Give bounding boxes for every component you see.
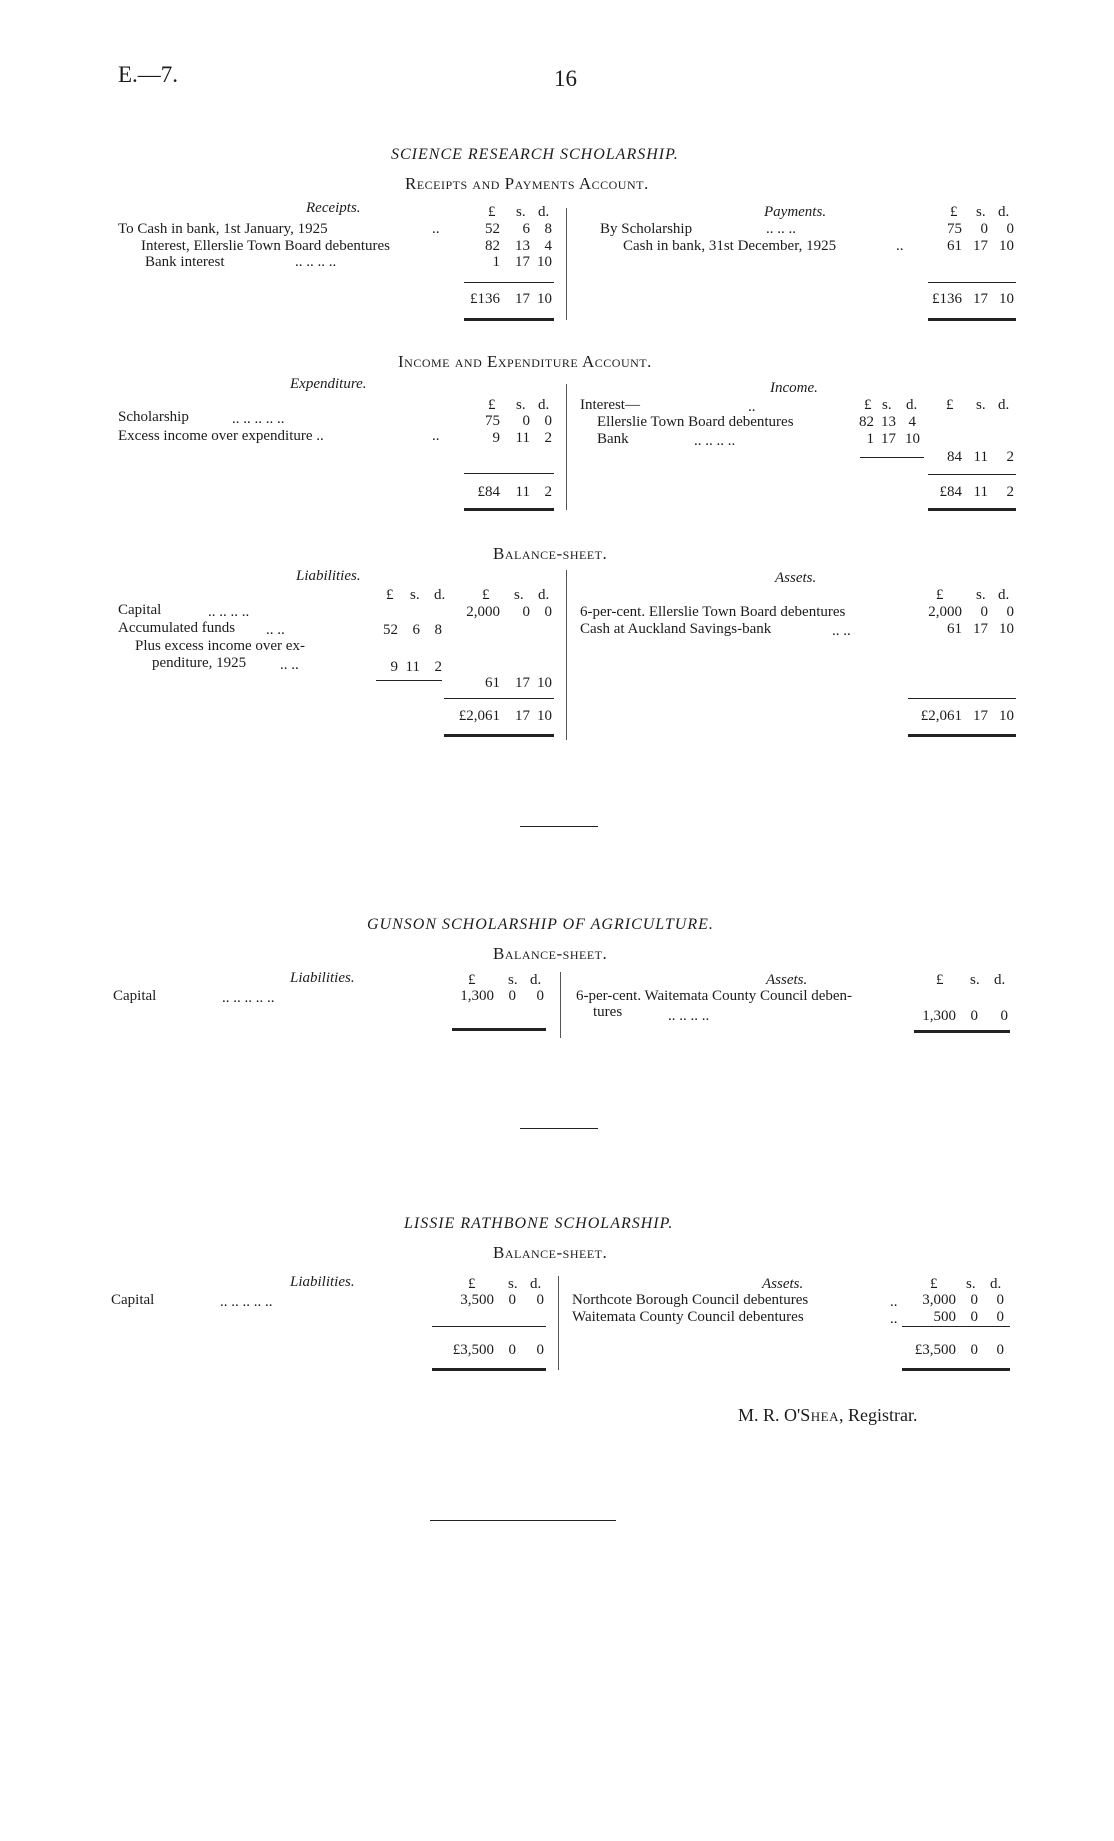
- liability-dots: .. ..: [266, 622, 285, 638]
- income-subtotal-rule: [860, 457, 924, 458]
- lissie-liabilities-total-shillings: 0: [508, 1342, 516, 1358]
- bs-col-shillings: s.: [514, 587, 524, 603]
- gunson-assets-double-rule: [914, 1030, 1010, 1033]
- receipt-pence: 4: [544, 238, 552, 254]
- income-pence: 4: [908, 414, 916, 430]
- rp-col-shillings: s.: [516, 204, 526, 220]
- assets-heading: Assets.: [775, 570, 817, 586]
- ie-total-col-pence: d.: [998, 397, 1010, 413]
- income-interest-dots: ..: [748, 399, 756, 415]
- asset-label: Cash at Auckland Savings-bank: [580, 621, 772, 637]
- liabilities-heading: Liabilities.: [296, 568, 361, 584]
- receipts-total-pence: 10: [537, 291, 552, 307]
- plus-excess-pence: 2: [434, 659, 442, 675]
- gunson-col-shillings: s.: [508, 972, 518, 988]
- lissie-assets-total-pence: 0: [996, 1342, 1004, 1358]
- lissie-col-pounds: £: [468, 1276, 476, 1292]
- lissie-capital-dots: .. .. .. .. ..: [220, 1294, 273, 1310]
- assets-total-shillings: 17: [973, 708, 988, 724]
- ie-total-col-shillings: s.: [976, 397, 986, 413]
- asset-pence: 0: [1006, 604, 1014, 620]
- receipts-total-shillings: 17: [515, 291, 530, 307]
- receipts-total-pounds: £136: [470, 291, 500, 307]
- asset-shillings: 17: [973, 621, 988, 637]
- payment-pence: 0: [1006, 221, 1014, 237]
- page-reference: E.—7.: [118, 62, 179, 87]
- receipt-label: Bank interest: [145, 254, 225, 270]
- lissie-col-shillings: s.: [508, 1276, 518, 1292]
- ie-col-shillings: s.: [516, 397, 526, 413]
- lissie-capital-label: Capital: [111, 1292, 155, 1308]
- bs-inner-col-pence: d.: [434, 587, 446, 603]
- rp-col-pounds: £: [488, 204, 496, 220]
- lissie-assets-total-rule: [902, 1326, 1010, 1327]
- gunson-asset-pence: 0: [1000, 1008, 1008, 1024]
- income-double-rule: [928, 508, 1016, 511]
- payments-total-rule: [928, 282, 1016, 283]
- lissie-asset-pounds: 500: [933, 1309, 956, 1325]
- lissie-liabilities-total-rule: [432, 1326, 546, 1327]
- bs-inner-col-pounds: £: [386, 587, 394, 603]
- lissie-asset-label: Waitemata County Council debentures: [572, 1309, 804, 1325]
- payments-total-shillings: 17: [973, 291, 988, 307]
- registrar-initials: M. R. O': [738, 1405, 801, 1425]
- plus-excess-pounds: 9: [390, 659, 398, 675]
- lissie-assets-total-shillings: 0: [970, 1342, 978, 1358]
- liability-label: Capital: [118, 602, 162, 618]
- accum-total-shillings: 17: [515, 675, 530, 691]
- payments-heading: Payments.: [764, 204, 827, 220]
- bs-col-pounds: £: [482, 587, 490, 603]
- section-title-lissie: LISSIE RATHBONE SCHOLARSHIP.: [404, 1215, 674, 1232]
- liability-dots: .. .. .. ..: [208, 604, 250, 620]
- ie-income-col-pounds: £: [864, 397, 872, 413]
- income-shillings: 17: [881, 431, 896, 447]
- income-sum-pence: 2: [1006, 449, 1014, 465]
- accum-total-pence: 10: [537, 675, 552, 691]
- section-title-science: SCIENCE RESEARCH SCHOLARSHIP.: [391, 146, 679, 163]
- payment-dots: .. .. ..: [766, 221, 796, 237]
- gunson-assets-heading: Assets.: [766, 972, 808, 988]
- plus-excess-shillings: 11: [405, 659, 420, 675]
- income-heading: Income.: [770, 380, 818, 396]
- receipt-label: To Cash in bank, 1st January, 1925: [118, 221, 328, 237]
- gunson-capital-shillings: 0: [508, 988, 516, 1004]
- receipt-label: Interest, Ellerslie Town Board debentures: [141, 238, 391, 254]
- asset-pence: 10: [999, 621, 1014, 637]
- bs-col-pence: d.: [538, 587, 550, 603]
- expenditure-double-rule: [464, 508, 554, 511]
- plus-excess-line1: Plus excess income over ex-: [135, 638, 305, 654]
- gunson-asset-line1: 6-per-cent. Waitemata County Council deben-: [576, 988, 853, 1004]
- payments-double-rule: [928, 318, 1016, 321]
- liability-inner-shillings: 6: [412, 622, 420, 638]
- income-shillings: 13: [881, 414, 896, 430]
- receipt-shillings: 6: [522, 221, 530, 237]
- expenditure-dots: ..: [432, 428, 440, 444]
- income-total-pence: 2: [1006, 484, 1014, 500]
- lissie-asset-dots: ..: [890, 1311, 898, 1327]
- gunson-liabilities-heading: Liabilities.: [290, 970, 355, 986]
- plus-excess-dots: .. ..: [280, 657, 299, 673]
- lissie-capital-pounds: 3,500: [460, 1292, 494, 1308]
- science-bs-title: Balance-sheet.: [493, 544, 608, 563]
- receipts-total-rule: [464, 282, 554, 283]
- liability-label: Accumulated funds: [118, 620, 236, 636]
- section-divider: [520, 1128, 598, 1129]
- gunson-bs-title: Balance-sheet.: [493, 944, 608, 963]
- rp-col-shillings: s.: [976, 204, 986, 220]
- payment-label: By Scholarship: [600, 221, 693, 237]
- gunson-divider: [560, 972, 561, 1038]
- rp-col-pounds: £: [950, 204, 958, 220]
- assets-double-rule: [908, 734, 1016, 737]
- assets-col-pounds: £: [936, 587, 944, 603]
- asset-dots: .. ..: [832, 623, 851, 639]
- expenditure-pence: 2: [544, 430, 552, 446]
- expenditure-total-pence: 2: [544, 484, 552, 500]
- receipts-heading: Receipts.: [306, 200, 361, 216]
- payment-pounds: 61: [947, 238, 962, 254]
- ie-divider: [566, 384, 567, 510]
- income-pounds: 1: [866, 431, 874, 447]
- lissie-assets-double-rule: [902, 1368, 1010, 1371]
- gunson-assets-col-pence: d.: [994, 972, 1006, 988]
- expenditure-total-pounds: £84: [477, 484, 500, 500]
- liability-pence: 0: [544, 604, 552, 620]
- receipt-dots: .. .. .. ..: [295, 254, 337, 270]
- ie-income-col-shillings: s.: [882, 397, 892, 413]
- lissie-liabilities-total-pounds: £3,500: [452, 1342, 494, 1358]
- gunson-col-pounds: £: [468, 972, 476, 988]
- income-sum-shillings: 11: [973, 449, 988, 465]
- lissie-divider: [558, 1276, 559, 1370]
- payments-total-pence: 10: [999, 291, 1014, 307]
- lissie-liabilities-double-rule: [432, 1368, 546, 1371]
- rp-account-title: Receipts and Payments Account.: [405, 174, 649, 193]
- liabilities-double-rule: [444, 734, 554, 737]
- liability-inner-pounds: 52: [383, 622, 398, 638]
- lissie-assets-col-shillings: s.: [966, 1276, 976, 1292]
- assets-total-pounds: £2,061: [920, 708, 962, 724]
- expenditure-heading: Expenditure.: [290, 376, 367, 392]
- payment-pounds: 75: [947, 221, 962, 237]
- rp-col-pence: d.: [998, 204, 1010, 220]
- assets-col-shillings: s.: [976, 587, 986, 603]
- ie-col-pounds: £: [488, 397, 496, 413]
- assets-total-rule: [908, 698, 1016, 699]
- bs-inner-col-shillings: s.: [410, 587, 420, 603]
- expenditure-pounds: 9: [492, 430, 500, 446]
- gunson-col-pence: d.: [530, 972, 542, 988]
- gunson-asset-shillings: 0: [970, 1008, 978, 1024]
- assets-total-pence: 10: [999, 708, 1014, 724]
- lissie-asset-shillings: 0: [970, 1309, 978, 1325]
- income-total-pounds: £84: [939, 484, 962, 500]
- payment-label: Cash in bank, 31st December, 1925: [623, 238, 837, 254]
- asset-label: 6-per-cent. Ellerslie Town Board debentures: [580, 604, 846, 620]
- lissie-col-pence: d.: [530, 1276, 542, 1292]
- accum-total-pounds: 61: [485, 675, 500, 691]
- liability-inner-pence: 8: [434, 622, 442, 638]
- income-label: Bank: [597, 431, 629, 447]
- lissie-liabilities-total-pence: 0: [536, 1342, 544, 1358]
- receipt-pounds: 82: [485, 238, 500, 254]
- gunson-capital-dots: .. .. .. .. ..: [222, 990, 275, 1006]
- expenditure-label: Scholarship: [118, 409, 189, 425]
- payment-pence: 10: [999, 238, 1014, 254]
- liabilities-total-pounds: £2,061: [458, 708, 500, 724]
- lissie-asset-pence: 0: [996, 1309, 1004, 1325]
- lissie-asset-pounds: 3,000: [922, 1292, 956, 1308]
- gunson-capital-pounds: 1,300: [460, 988, 494, 1004]
- lissie-asset-dots: ..: [890, 1294, 898, 1310]
- lissie-asset-pence: 0: [996, 1292, 1004, 1308]
- section-title-gunson: GUNSON SCHOLARSHIP OF AGRICULTURE.: [367, 916, 714, 933]
- registrar-signature: [738, 1405, 918, 1426]
- plus-excess-line2: penditure, 1925: [152, 655, 247, 671]
- page-end-rule: [430, 1520, 616, 1521]
- registrar-name: Shea: [800, 1405, 839, 1425]
- rp-divider: [566, 208, 567, 320]
- payment-shillings: 17: [973, 238, 988, 254]
- lissie-asset-shillings: 0: [970, 1292, 978, 1308]
- lissie-capital-shillings: 0: [508, 1292, 516, 1308]
- expenditure-dots: .. .. .. .. ..: [232, 411, 285, 427]
- receipt-pounds: 52: [485, 221, 500, 237]
- ie-total-col-pounds: £: [946, 397, 954, 413]
- ie-account-title: Income and Expenditure Account.: [398, 352, 652, 371]
- expenditure-total-rule: [464, 473, 554, 474]
- lissie-assets-col-pence: d.: [990, 1276, 1002, 1292]
- liability-shillings: 0: [522, 604, 530, 620]
- liabilities-total-pence: 10: [537, 708, 552, 724]
- page-number: 16: [554, 66, 577, 91]
- receipt-pence: 8: [544, 221, 552, 237]
- accum-subtotal-rule: [376, 680, 442, 681]
- gunson-liabilities-double-rule: [452, 1028, 546, 1031]
- science-bs-divider: [566, 570, 567, 740]
- receipt-pounds: 1: [492, 254, 500, 270]
- income-total-shillings: 11: [973, 484, 988, 500]
- payment-shillings: 0: [980, 221, 988, 237]
- ie-income-col-pence: d.: [906, 397, 918, 413]
- expenditure-pence: 0: [544, 413, 552, 429]
- asset-pounds: 2,000: [928, 604, 962, 620]
- payments-total-pounds: £136: [932, 291, 962, 307]
- income-interest-label: Interest—: [580, 397, 640, 413]
- income-label: Ellerslie Town Board debentures: [597, 414, 794, 430]
- receipt-shillings: 17: [515, 254, 530, 270]
- gunson-asset-line2: tures: [593, 1004, 623, 1020]
- section-divider: [520, 826, 598, 827]
- rp-col-pence: d.: [538, 204, 550, 220]
- lissie-liabilities-heading: Liabilities.: [290, 1274, 355, 1290]
- receipt-dots: ..: [432, 221, 440, 237]
- asset-pounds: 61: [947, 621, 962, 637]
- registrar-role: , Registrar.: [839, 1405, 918, 1425]
- lissie-assets-total-pounds: £3,500: [914, 1342, 956, 1358]
- expenditure-label: Excess income over expenditure ..: [118, 428, 324, 444]
- income-total-rule: [928, 474, 1016, 475]
- gunson-assets-col-shillings: s.: [970, 972, 980, 988]
- expenditure-shillings: 0: [522, 413, 530, 429]
- expenditure-total-shillings: 11: [515, 484, 530, 500]
- lissie-assets-col-pounds: £: [930, 1276, 938, 1292]
- liabilities-total-rule: [444, 698, 554, 699]
- lissie-capital-pence: 0: [536, 1292, 544, 1308]
- receipt-shillings: 13: [515, 238, 530, 254]
- lissie-asset-label: Northcote Borough Council debentures: [572, 1292, 809, 1308]
- income-sum-pounds: 84: [947, 449, 962, 465]
- liabilities-total-shillings: 17: [515, 708, 530, 724]
- expenditure-shillings: 11: [515, 430, 530, 446]
- assets-col-pence: d.: [998, 587, 1010, 603]
- lissie-assets-heading: Assets.: [762, 1276, 804, 1292]
- lissie-bs-title: Balance-sheet.: [493, 1243, 608, 1262]
- asset-shillings: 0: [980, 604, 988, 620]
- receipts-double-rule: [464, 318, 554, 321]
- ie-col-pence: d.: [538, 397, 550, 413]
- income-dots: .. .. .. ..: [694, 433, 736, 449]
- income-pence: 10: [905, 431, 920, 447]
- payment-dots: ..: [896, 238, 904, 254]
- income-pounds: 82: [859, 414, 874, 430]
- gunson-capital-label: Capital: [113, 988, 157, 1004]
- gunson-assets-col-pounds: £: [936, 972, 944, 988]
- liability-pounds: 2,000: [466, 604, 500, 620]
- expenditure-pounds: 75: [485, 413, 500, 429]
- receipt-pence: 10: [537, 254, 552, 270]
- gunson-asset-pounds: 1,300: [922, 1008, 956, 1024]
- gunson-asset-dots: .. .. .. ..: [668, 1008, 710, 1024]
- gunson-capital-pence: 0: [536, 988, 544, 1004]
